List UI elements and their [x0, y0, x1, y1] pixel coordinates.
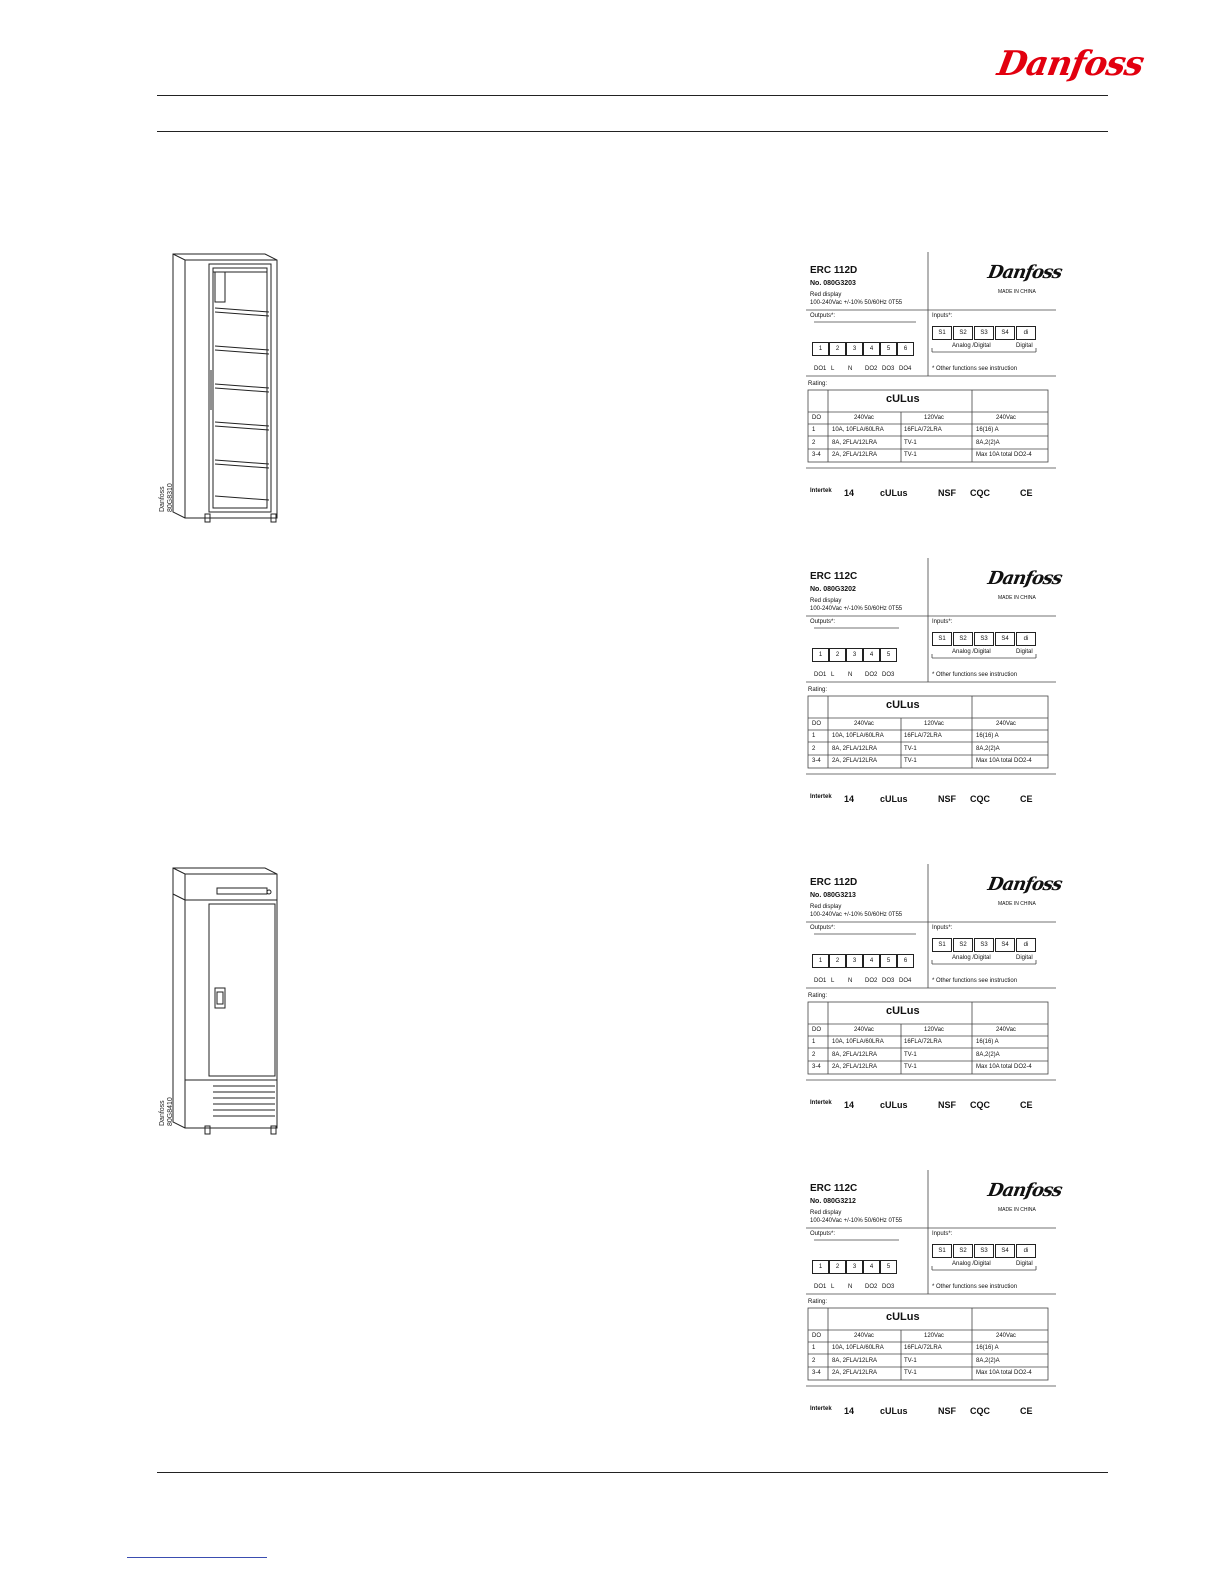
rating-cell: 10A, 10FLA/60LRA [832, 427, 884, 433]
label-display: Red display [810, 292, 842, 298]
rating-header-cell: 120Vac [924, 1333, 944, 1339]
rating-cell: 2A, 2FLA/12LRA [832, 758, 878, 764]
analog-digital: Analog /Digital [952, 343, 991, 349]
label-model: ERC 112D [810, 265, 858, 276]
label-brand-logo: Danfoss [986, 262, 1064, 283]
output-terminal: 2 [829, 342, 846, 356]
rating-title: Rating: [808, 381, 828, 387]
input-terminal: S3 [974, 1244, 994, 1258]
rating-cell: 2A, 2FLA/12LRA [832, 452, 878, 458]
rating-cell: 8A,2(2)A [976, 1357, 1000, 1364]
cert-mark: 14 [844, 1406, 855, 1416]
label-number: No. 080G3203 [810, 280, 856, 287]
output-terminal: 2 [829, 648, 846, 662]
rating-cell: 3-4 [812, 452, 821, 458]
rating-cell: 16FLA/72LRA [904, 427, 942, 433]
output-name: DO3 [882, 366, 895, 372]
rating-header-cell: 240Vac [854, 721, 874, 727]
input-terminal: S1 [932, 326, 952, 340]
input-terminal: S1 [932, 1244, 952, 1258]
rating-cell: 2 [812, 1357, 816, 1364]
output-name: DO1 [814, 1284, 827, 1290]
header-rule-top [157, 95, 1108, 96]
label-made-in: MADE IN CHINA [998, 1207, 1036, 1213]
output-name: N [848, 978, 853, 984]
output-terminal: 4 [863, 342, 880, 356]
output-name: DO2 [865, 672, 878, 678]
footer-link-underline[interactable] [127, 1557, 267, 1558]
output-name: L [831, 672, 835, 678]
rating-cell: 2A, 2FLA/12LRA [832, 1064, 878, 1070]
label-model: ERC 112C [810, 571, 858, 582]
input-terminal: S2 [953, 326, 973, 340]
cert-mark: NSF [938, 1406, 956, 1416]
caption-line: 80G8310 [167, 483, 174, 512]
ul-mark: cULus [886, 1311, 920, 1323]
cert-mark: CE [1020, 1406, 1033, 1416]
output-terminal: 1 [812, 342, 829, 356]
rating-header-cell: 120Vac [924, 1027, 944, 1033]
output-name: L [831, 366, 835, 372]
label-brand-logo: Danfoss [986, 568, 1064, 589]
cert-mark: 14 [844, 1100, 855, 1110]
cert-mark: cULus [880, 794, 908, 804]
rating-header-cell: 240Vac [996, 721, 1016, 727]
rating-header-cell: DO [812, 1027, 821, 1033]
input-terminal: S3 [974, 632, 994, 646]
digital: Digital [1016, 955, 1033, 961]
rating-cell: 1 [812, 1345, 816, 1351]
label-number: No. 080G3213 [810, 892, 856, 899]
label-supply: 100-240Vac +/-10% 50/60Hz 0T55 [810, 300, 903, 306]
cert-mark: NSF [938, 794, 956, 804]
input-terminal: S4 [995, 632, 1015, 646]
rating-cell: TV-1 [904, 439, 917, 446]
output-terminal: 6 [897, 954, 914, 968]
output-terminal: 2 [829, 954, 846, 968]
rating-cell: 16FLA/72LRA [904, 733, 942, 739]
label-display: Red display [810, 904, 842, 910]
rating-header-cell: 240Vac [854, 415, 874, 421]
output-name: N [848, 672, 853, 678]
rating-cell: 10A, 10FLA/60LRA [832, 733, 884, 739]
rating-cell: TV-1 [904, 745, 917, 752]
rating-cell: 8A, 2FLA/12LRA [832, 1357, 878, 1364]
output-name: L [831, 978, 835, 984]
input-terminal: S4 [995, 1244, 1015, 1258]
rating-cell: 3-4 [812, 758, 821, 764]
glass-door-cooler-illustration [159, 250, 285, 535]
cert-mark: CQC [970, 794, 990, 804]
inputs-title: Inputs*: [932, 619, 953, 625]
brand-logo: Danfoss [994, 44, 1147, 84]
cert-mark: cULus [880, 1406, 908, 1416]
rating-cell: 2 [812, 1051, 816, 1058]
analog-digital: Analog /Digital [952, 1261, 991, 1267]
output-terminal: 3 [846, 648, 863, 662]
rating-cell: 16FLA/72LRA [904, 1039, 942, 1045]
label-brand-logo: Danfoss [986, 874, 1064, 895]
rating-cell: TV-1 [904, 758, 917, 764]
caption-line: Danfoss [159, 486, 166, 512]
rating-cell: TV-1 [904, 1357, 917, 1364]
cert-mark: CQC [970, 1100, 990, 1110]
input-terminal: S2 [953, 1244, 973, 1258]
rating-header-cell: 120Vac [924, 721, 944, 727]
other-functions: * Other functions see instruction [932, 1284, 1018, 1290]
output-name: DO3 [882, 1284, 895, 1290]
cert-mark: NSF [938, 1100, 956, 1110]
inputs-title: Inputs*: [932, 1231, 953, 1237]
output-terminal: 2 [829, 1260, 846, 1274]
inputs-title: Inputs*: [932, 925, 953, 931]
digital: Digital [1016, 343, 1033, 349]
output-name: L [831, 1284, 835, 1290]
rating-header-cell: 240Vac [996, 1027, 1016, 1033]
rating-cell: 1 [812, 427, 816, 433]
output-name: DO3 [882, 978, 895, 984]
rating-cell: Max 10A total DO2-4 [976, 452, 1032, 458]
ul-mark: cULus [886, 699, 920, 711]
output-name: DO1 [814, 672, 827, 678]
product-label [806, 864, 1064, 1147]
output-terminal: 3 [846, 1260, 863, 1274]
output-name: DO2 [865, 1284, 878, 1290]
rating-cell: 16FLA/72LRA [904, 1345, 942, 1351]
rating-header-cell: 120Vac [924, 415, 944, 421]
cert-mark: cULus [880, 1100, 908, 1110]
outputs-title: Outputs*: [810, 1231, 836, 1237]
rating-cell: 1 [812, 733, 816, 739]
ul-mark: cULus [886, 393, 920, 405]
input-terminal: S4 [995, 326, 1015, 340]
rating-cell: 2 [812, 745, 816, 752]
output-terminal: 4 [863, 648, 880, 662]
inputs-title: Inputs*: [932, 313, 953, 319]
input-terminal: S1 [932, 632, 952, 646]
output-terminal: 6 [897, 342, 914, 356]
label-display: Red display [810, 1210, 842, 1216]
output-name: DO1 [814, 366, 827, 372]
input-terminal: di [1016, 938, 1036, 952]
rating-cell: 3-4 [812, 1064, 821, 1070]
rating-cell: 8A, 2FLA/12LRA [832, 745, 878, 752]
label-supply: 100-240Vac +/-10% 50/60Hz 0T55 [810, 1218, 903, 1224]
rating-cell: 16(16) A [976, 427, 999, 433]
cert-mark: Intertek [810, 488, 832, 494]
rating-cell: Max 10A total DO2-4 [976, 758, 1032, 764]
output-terminal: 5 [880, 648, 897, 662]
outputs-title: Outputs*: [810, 925, 836, 931]
rating-cell: 1 [812, 1039, 816, 1045]
label-number: No. 080G3202 [810, 586, 856, 593]
label-number: No. 080G3212 [810, 1198, 856, 1205]
output-name: DO4 [899, 366, 912, 372]
footer-rule [157, 1472, 1108, 1473]
output-terminal: 1 [812, 648, 829, 662]
figure-caption [159, 1097, 175, 1126]
output-terminal: 5 [880, 954, 897, 968]
cert-mark: NSF [938, 488, 956, 498]
input-terminal: S2 [953, 938, 973, 952]
label-model: ERC 112C [810, 1183, 858, 1194]
cert-mark: CE [1020, 794, 1033, 804]
label-made-in: MADE IN CHINA [998, 901, 1036, 907]
cert-mark: 14 [844, 488, 855, 498]
rating-cell: 2A, 2FLA/12LRA [832, 1370, 878, 1376]
cert-mark: CQC [970, 488, 990, 498]
input-terminal: di [1016, 326, 1036, 340]
rating-cell: 10A, 10FLA/60LRA [832, 1039, 884, 1045]
input-terminal: S3 [974, 326, 994, 340]
rating-header-cell: DO [812, 1333, 821, 1339]
output-terminal: 4 [863, 954, 880, 968]
output-terminal: 3 [846, 342, 863, 356]
output-name: DO2 [865, 978, 878, 984]
rating-cell: Max 10A total DO2-4 [976, 1064, 1032, 1070]
figure-caption [159, 483, 175, 512]
output-name: DO2 [865, 366, 878, 372]
digital: Digital [1016, 649, 1033, 655]
rating-cell: 16(16) A [976, 733, 999, 739]
cert-mark: CQC [970, 1406, 990, 1416]
input-terminal: S1 [932, 938, 952, 952]
rating-cell: 16(16) A [976, 1039, 999, 1045]
analog-digital: Analog /Digital [952, 955, 991, 961]
rating-cell: TV-1 [904, 1370, 917, 1376]
label-made-in: MADE IN CHINA [998, 289, 1036, 295]
output-name: DO3 [882, 672, 895, 678]
input-terminal: di [1016, 632, 1036, 646]
product-label [806, 252, 1064, 535]
product-label [806, 1170, 1064, 1453]
analog-digital: Analog /Digital [952, 649, 991, 655]
other-functions: * Other functions see instruction [932, 366, 1018, 372]
rating-title: Rating: [808, 993, 828, 999]
cert-mark: Intertek [810, 1406, 832, 1412]
other-functions: * Other functions see instruction [932, 978, 1018, 984]
rating-cell: TV-1 [904, 1051, 917, 1058]
caption-line: Danfoss [159, 1100, 166, 1126]
input-terminal: S3 [974, 938, 994, 952]
rating-cell: 10A, 10FLA/60LRA [832, 1345, 884, 1351]
output-terminal: 1 [812, 954, 829, 968]
output-name: N [848, 366, 853, 372]
rating-title: Rating: [808, 687, 828, 693]
rating-cell: TV-1 [904, 1064, 917, 1070]
label-made-in: MADE IN CHINA [998, 595, 1036, 601]
rating-cell: 8A,2(2)A [976, 745, 1000, 752]
rating-title: Rating: [808, 1299, 828, 1305]
other-functions: * Other functions see instruction [932, 672, 1018, 678]
rating-header-cell: DO [812, 415, 821, 421]
output-terminal: 5 [880, 342, 897, 356]
rating-cell: TV-1 [904, 452, 917, 458]
input-terminal: di [1016, 1244, 1036, 1258]
label-model: ERC 112D [810, 877, 858, 888]
rating-header-cell: DO [812, 721, 821, 727]
cert-mark: 14 [844, 794, 855, 804]
rating-cell: 8A, 2FLA/12LRA [832, 1051, 878, 1058]
output-terminal: 3 [846, 954, 863, 968]
output-terminal: 4 [863, 1260, 880, 1274]
rating-cell: 16(16) A [976, 1345, 999, 1351]
rating-header-cell: 240Vac [854, 1333, 874, 1339]
caption-line: 80G8410 [167, 1097, 174, 1126]
output-name: DO1 [814, 978, 827, 984]
rating-cell: 8A, 2FLA/12LRA [832, 439, 878, 446]
cert-mark: Intertek [810, 794, 832, 800]
rating-header-cell: 240Vac [854, 1027, 874, 1033]
output-terminal: 5 [880, 1260, 897, 1274]
label-supply: 100-240Vac +/-10% 50/60Hz 0T55 [810, 606, 903, 612]
rating-cell: Max 10A total DO2-4 [976, 1370, 1032, 1376]
cert-mark: CE [1020, 488, 1033, 498]
output-name: N [848, 1284, 853, 1290]
rating-cell: 8A,2(2)A [976, 1051, 1000, 1058]
input-terminal: S4 [995, 938, 1015, 952]
outputs-title: Outputs*: [810, 313, 836, 319]
ul-mark: cULus [886, 1005, 920, 1017]
output-name: DO4 [899, 978, 912, 984]
input-terminal: S2 [953, 632, 973, 646]
rating-cell: 2 [812, 439, 816, 446]
rating-cell: 8A,2(2)A [976, 439, 1000, 446]
rating-header-cell: 240Vac [996, 1333, 1016, 1339]
output-terminal: 1 [812, 1260, 829, 1274]
cert-mark: cULus [880, 488, 908, 498]
header-rule-bottom [157, 131, 1108, 132]
label-brand-logo: Danfoss [986, 1180, 1064, 1201]
digital: Digital [1016, 1261, 1033, 1267]
cert-mark: Intertek [810, 1100, 832, 1106]
solid-door-cabinet-illustration [159, 860, 285, 1145]
label-display: Red display [810, 598, 842, 604]
rating-cell: 3-4 [812, 1370, 821, 1376]
label-supply: 100-240Vac +/-10% 50/60Hz 0T55 [810, 912, 903, 918]
cert-mark: CE [1020, 1100, 1033, 1110]
rating-header-cell: 240Vac [996, 415, 1016, 421]
outputs-title: Outputs*: [810, 619, 836, 625]
product-label [806, 558, 1064, 841]
